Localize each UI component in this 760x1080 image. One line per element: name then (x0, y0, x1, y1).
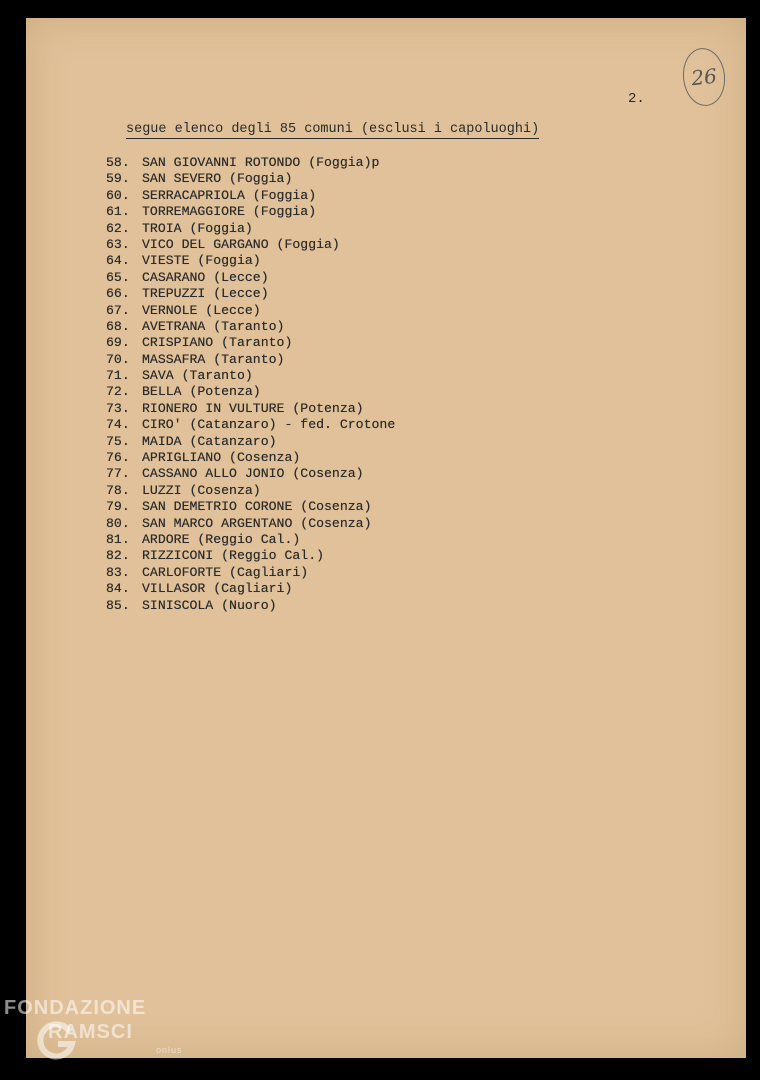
entry-number: 85. (106, 597, 130, 613)
page-number: 2. (628, 91, 645, 107)
entry-number: 83. (106, 564, 130, 580)
list-item (106, 368, 395, 384)
comuni-list (106, 155, 395, 614)
entry-number: 82. (106, 548, 130, 564)
list-item (106, 565, 395, 581)
entry-number: 58. (106, 155, 130, 170)
entry-text: SERRACAPRIOLA (Foggia) (142, 187, 317, 203)
watermark-line-3: onlus (156, 1045, 183, 1055)
list-item (106, 466, 395, 482)
entry-text: SAN GIOVANNI ROTONDO (Foggia)p (142, 155, 380, 170)
list-item (106, 483, 395, 499)
list-item (106, 450, 395, 466)
entry-text: TREPUZZI (Lecce) (142, 286, 269, 302)
entry-number: 81. (106, 531, 130, 547)
list-item (106, 204, 395, 220)
entry-text: VICO DEL GARGANO (Foggia) (142, 236, 340, 252)
list-item (106, 401, 395, 417)
entry-number: 84. (106, 581, 130, 597)
entry-text: SINISCOLA (Nuoro) (142, 597, 277, 613)
document-page (26, 18, 746, 1058)
entry-number: 80. (106, 515, 130, 531)
entry-number: 65. (106, 269, 130, 285)
entry-text: AVETRANA (Taranto) (142, 318, 285, 334)
entry-number: 75. (106, 433, 130, 449)
entry-text: CASSANO ALLO JONIO (Cosenza) (142, 466, 364, 482)
entry-text: VIESTE (Foggia) (142, 253, 261, 269)
entry-text: MAIDA (Catanzaro) (142, 433, 277, 449)
watermark-line-2: RAMSCI (48, 1021, 133, 1043)
list-item (106, 516, 395, 532)
list-item (106, 188, 395, 204)
list-item (106, 270, 395, 286)
entry-number: 66. (106, 286, 130, 302)
entry-number: 74. (106, 417, 130, 433)
entry-number: 63. (106, 236, 130, 252)
entry-number: 76. (106, 450, 130, 466)
entry-number: 79. (106, 499, 130, 515)
list-item (106, 581, 395, 597)
entry-text: RIONERO IN VULTURE (Potenza) (142, 400, 364, 416)
list-item (106, 384, 395, 400)
entry-text: SAVA (Taranto) (142, 368, 253, 384)
list-item (106, 319, 395, 335)
list-item (106, 171, 395, 187)
list-item (106, 417, 395, 433)
entry-text: SAN MARCO ARGENTANO (Cosenza) (142, 515, 372, 531)
list-item (106, 598, 395, 614)
fondazione-gramsci-watermark (4, 996, 183, 1056)
entry-number: 62. (106, 220, 130, 236)
entry-text: LUZZI (Cosenza) (142, 482, 261, 498)
entry-text: CIRO' (Catanzaro) - fed. Crotone (142, 417, 396, 433)
list-item (106, 548, 395, 564)
entry-number: 70. (106, 351, 130, 367)
gramsci-g-logo-icon (34, 1018, 78, 1062)
list-item (106, 532, 395, 548)
entry-number: 69. (106, 335, 130, 351)
folio-number: 26 (680, 46, 728, 108)
entry-number: 73. (106, 400, 130, 416)
entry-text: VILLASOR (Cagliari) (142, 581, 293, 597)
entry-number: 68. (106, 318, 130, 334)
entry-number: 78. (106, 482, 130, 498)
entry-text: ARDORE (Reggio Cal.) (142, 531, 301, 547)
entry-text: SAN DEMETRIO CORONE (Cosenza) (142, 499, 372, 515)
entry-text: SAN SEVERO (Foggia) (142, 171, 293, 187)
entry-text: VERNOLE (Lecce) (142, 302, 261, 318)
entry-text: CRISPIANO (Taranto) (142, 335, 293, 351)
entry-number: 59. (106, 171, 130, 187)
entry-text: RIZZICONI (Reggio Cal.) (142, 548, 325, 564)
list-item (106, 253, 395, 269)
entry-number: 64. (106, 253, 130, 269)
page-heading: segue elenco degli 85 comuni (esclusi i capoluoghi) (126, 122, 540, 137)
list-item (106, 303, 395, 319)
entry-number: 61. (106, 204, 130, 220)
entry-text: MASSAFRA (Taranto) (142, 351, 285, 367)
list-item (106, 221, 395, 237)
entry-text: APRIGLIANO (Cosenza) (142, 450, 301, 466)
entry-text: TROIA (Foggia) (142, 220, 253, 236)
list-item (106, 499, 395, 515)
entry-number: 67. (106, 302, 130, 318)
list-item (106, 434, 395, 450)
entry-text: CARLOFORTE (Cagliari) (142, 564, 309, 580)
entry-number: 72. (106, 384, 130, 400)
list-item (106, 155, 395, 171)
list-item (106, 286, 395, 302)
list-item (106, 352, 395, 368)
entry-text: TORREMAGGIORE (Foggia) (142, 204, 317, 220)
list-item (106, 237, 395, 253)
watermark-line-1: FONDAZIONE (4, 997, 147, 1019)
entry-number: 71. (106, 368, 130, 384)
list-item (106, 335, 395, 351)
entry-number: 77. (106, 466, 130, 482)
entry-text: BELLA (Potenza) (142, 384, 261, 400)
entry-text: CASARANO (Lecce) (142, 269, 269, 285)
entry-number: 60. (106, 187, 130, 203)
